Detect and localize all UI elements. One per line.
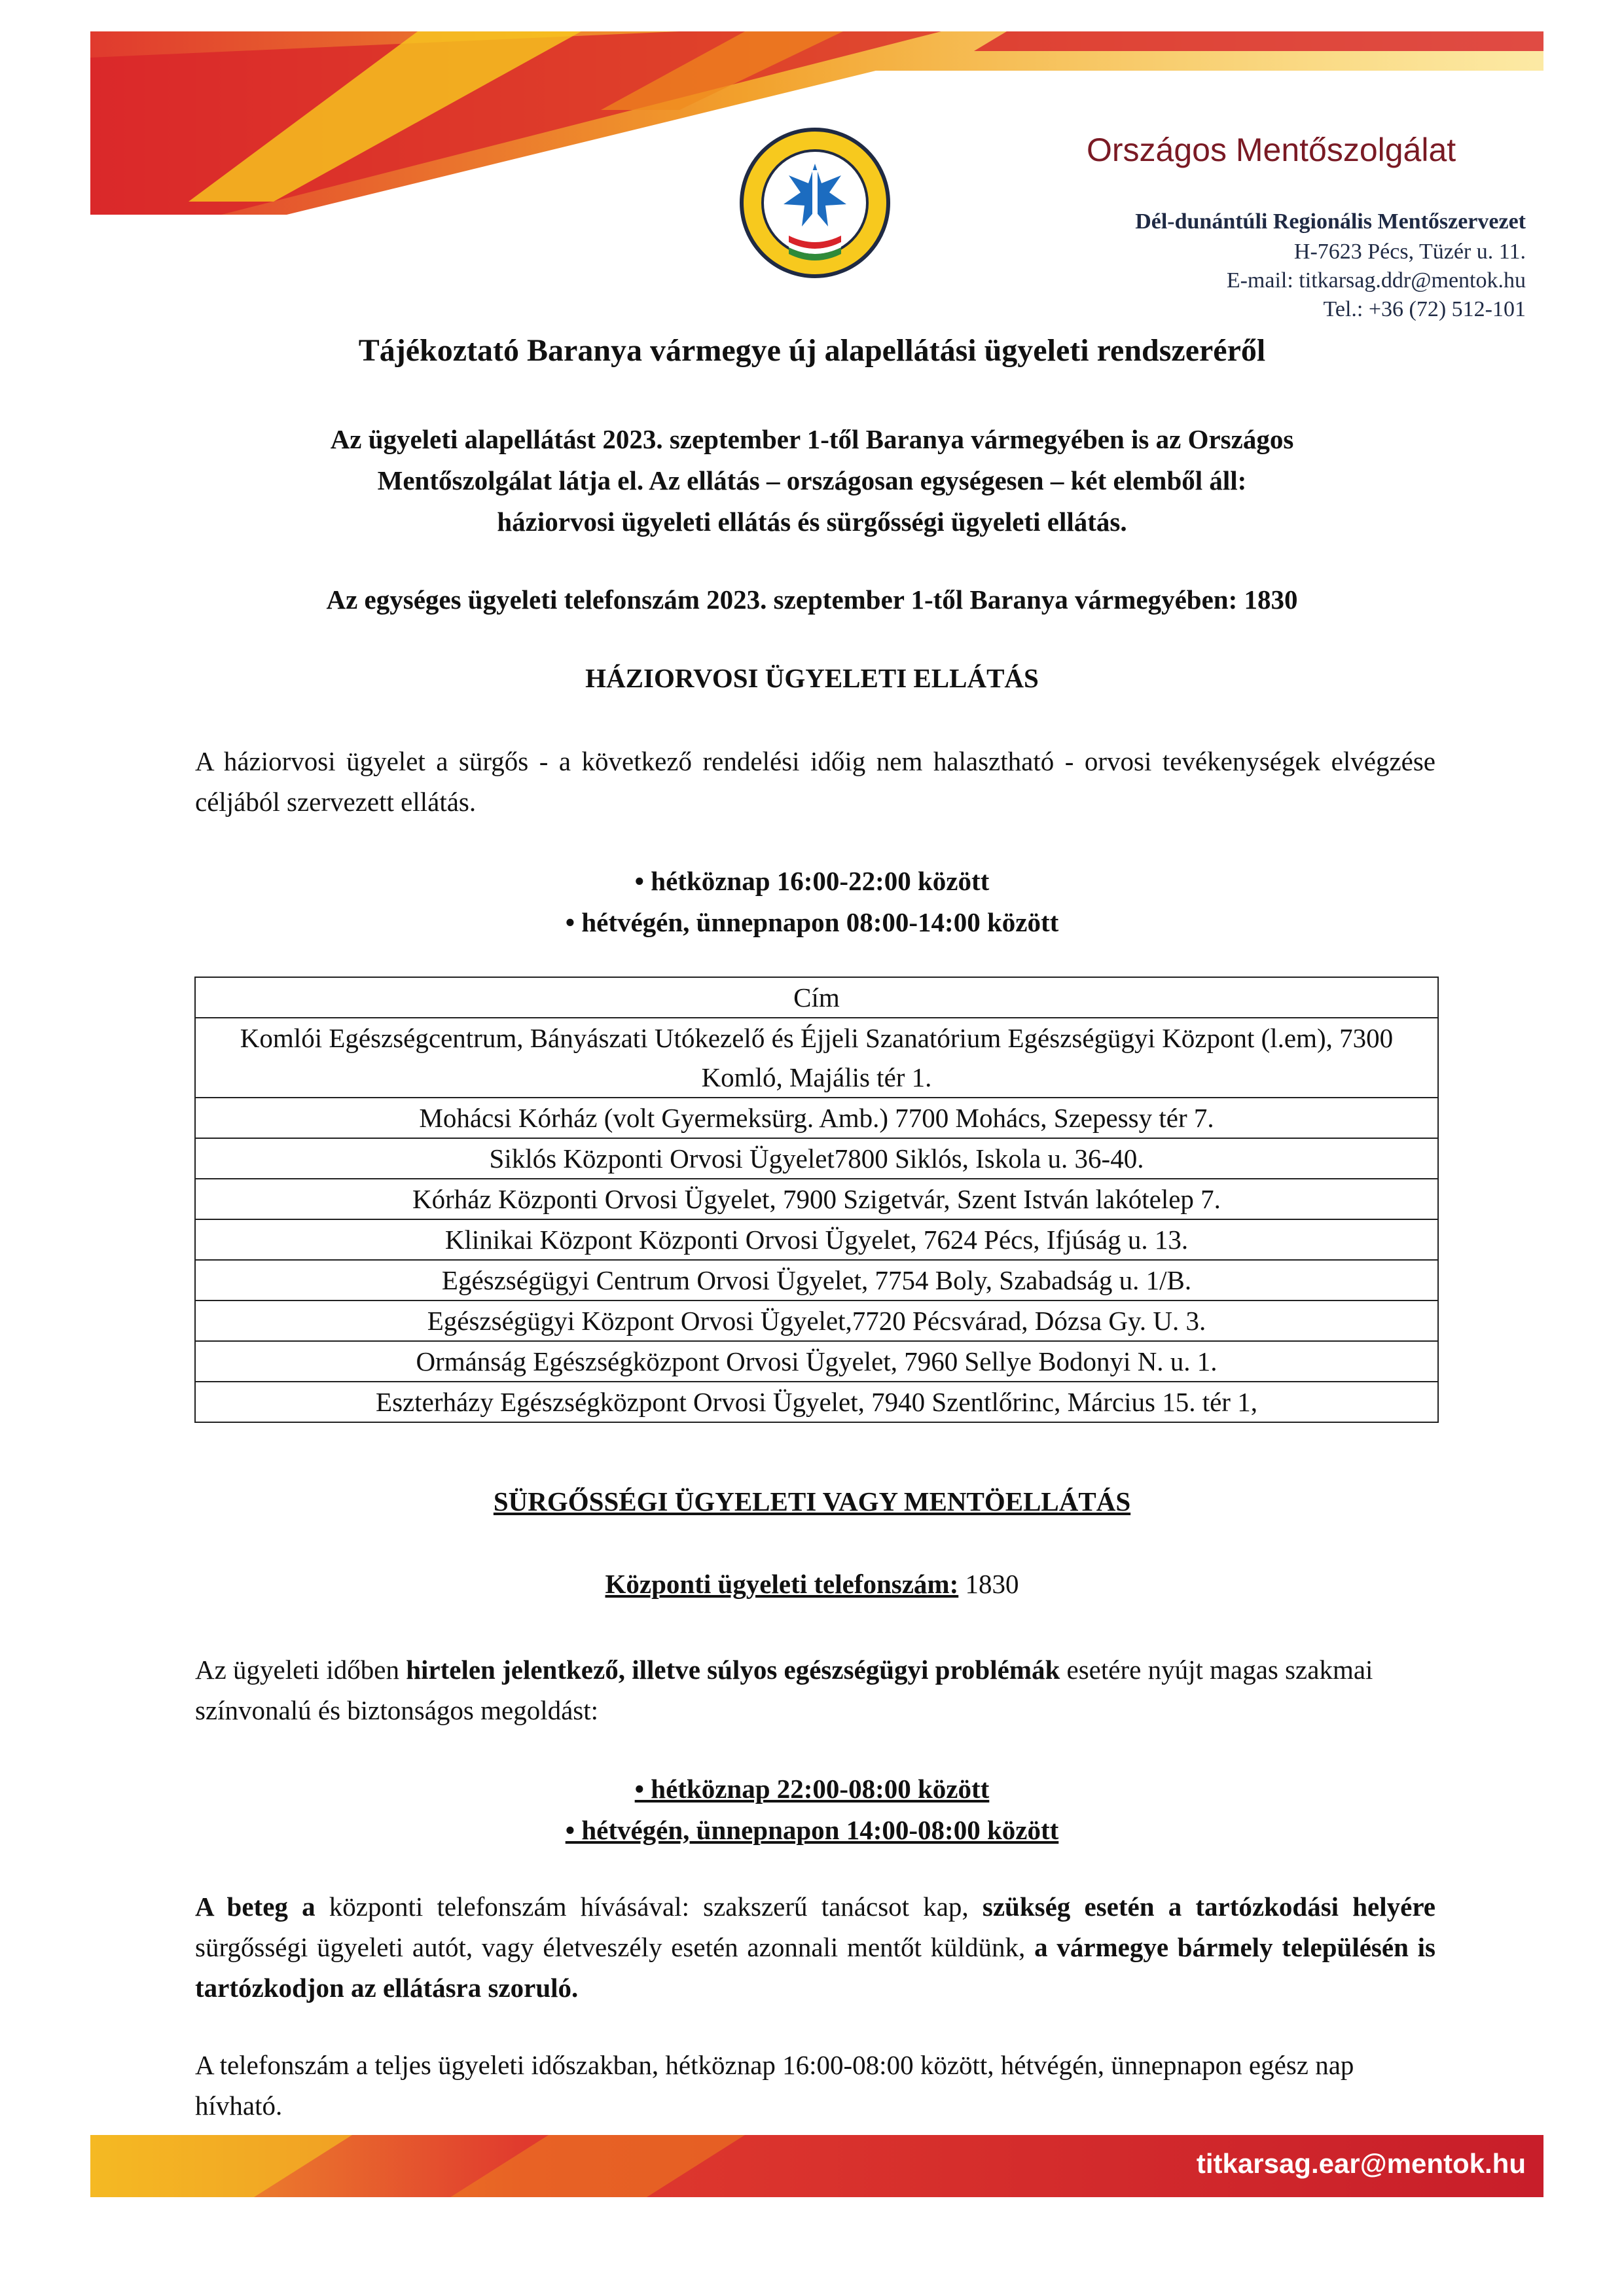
unified-phone-line: Az egységes ügyeleti telefonszám 2023. szeptember 1-től Baranya vármegyében: 1830 [326,584,1298,615]
table-row [195,1260,1438,1300]
desc-text: Az ügyeleti időben [195,1655,406,1685]
action-emphasis: A beteg a [195,1892,316,1922]
regional-unit-name: Dél-dunántúli Regionális Mentőszervezet [1135,209,1526,234]
organization-name: Országos Mentőszolgálat [1087,132,1456,168]
central-phone-number: 1830 [965,1569,1019,1599]
address-cell: Ormánság Egészségközpont Orvosi Ügyelet, 7960 Sellye Bodonyi N. u. 1. [195,1341,1438,1382]
contact-address: H-7623 Pécs, Tüzér u. 11. [1293,240,1526,264]
address-cell: Egészségügyi Centrum Orvosi Ügyelet, 7754 Boly, Szabadság u. 1/B. [195,1260,1438,1300]
address-cell: Eszterházy Egészségközpont Orvosi Ügyelet, 7940 Szentlőrinc, Március 15. tér 1, [195,1382,1438,1422]
action-emphasis: szükség esetén a tartózkodási helyére [982,1892,1435,1922]
table-row [195,1138,1438,1179]
action-text: központi telefonszám hívásával: szakszerű tanácsot kap, [315,1892,983,1922]
table-header-address: Cím [195,977,1438,1018]
action-text: sürgősségi ügyeleti autót, vagy életveszély esetén azonnali mentőt küldünk, [195,1932,1035,1962]
desc-emphasis: hirtelen jelentkező, illetve súlyos egészségügyi problémák [406,1655,1060,1685]
contact-phone: Tel.: +36 (72) 512-101 [1323,297,1526,321]
intro-paragraph [0,419,1624,543]
emergency-duty-description [195,1649,1435,1731]
address-cell: Komlói Egészségcentrum, Bányászati Utókezelő és Éjjeli Szanatórium Egészségügyi Központ (l.em), 7300 Komló, Majális tér 1. [195,1018,1438,1098]
table-row [195,1098,1438,1138]
address-cell: Siklós Központi Orvosi Ügyelet7800 Siklós, Iskola u. 36-40. [195,1138,1438,1179]
gp-duty-hours [0,861,1624,943]
table-row [195,1179,1438,1219]
central-phone-line [0,1568,1624,1600]
address-cell: Klinikai Központ Központi Orvosi Ügyelet, 7624 Pécs, Ifjúság u. 13. [195,1219,1438,1260]
central-phone-label: Központi ügyeleti telefonszám: [605,1569,959,1599]
table-row [195,1341,1438,1382]
emergency-duty-heading: SÜRGŐSSÉGI ÜGYELETI VAGY MENTÖELLÁTÁS [493,1486,1131,1516]
patient-action-paragraph [195,1886,1435,2008]
action-emphasis: a vármegye bármely településén is tartózkodjon az ellátásra szoruló. [195,1932,1435,2003]
hours-weekday: • hétköznap 16:00-22:00 között [634,866,990,896]
address-table [194,977,1439,1423]
table-row [195,1018,1438,1098]
emergency-duty-hours [0,1768,1624,1851]
intro-line: háziorvosi ügyeleti ellátás és sürgősségi ügyeleti ellátás. [497,507,1127,537]
hours-weekday: • hétköznap 22:00-08:00 között [634,1774,990,1804]
intro-line: Mentőszolgálat látja el. Az ellátás – országosan egységesen – két elemből áll: [377,465,1247,495]
intro-line: Az ügyeleti alapellátást 2023. szeptember 1-től Baranya vármegyében is az Országos [330,424,1294,454]
address-cell: Mohácsi Kórház (volt Gyermeksürg. Amb.) 7700 Mohács, Szepessy tér 7. [195,1098,1438,1138]
ambulance-service-logo [736,124,893,281]
table-row [195,1219,1438,1260]
address-cell: Egészségügyi Központ Orvosi Ügyelet,7720 Pécsvárad, Dózsa Gy. U. 3. [195,1300,1438,1341]
hours-weekend: • hétvégén, ünnepnapon 08:00-14:00 között [565,907,1059,937]
footer-email[interactable]: titkarsag.ear@mentok.hu [1196,2148,1526,2179]
gp-duty-heading: HÁZIORVOSI ÜGYELETI ELLÁTÁS [585,663,1039,693]
document-title: Tájékoztató Baranya vármegye új alapellátási ügyeleti rendszeréről [358,333,1266,368]
availability-note: A telefonszám a teljes ügyeleti időszakban, hétköznap 16:00-08:00 között, hétvégén, ünnepnapon egész nap hívható. [195,2050,1354,2121]
address-cell: Kórház Központi Orvosi Ügyelet, 7900 Szigetvár, Szent István lakótelep 7. [195,1179,1438,1219]
desc-text: esetére nyújt magas szakmai színvonalú és biztonságos megoldást: [195,1655,1373,1725]
gp-duty-description: A háziorvosi ügyelet a sürgős - a következő rendelési időig nem halasztható - orvosi tevékenységek elvégzése céljából szervezett ellátás. [195,746,1435,817]
table-row [195,1300,1438,1341]
contact-email[interactable]: E-mail: titkarsag.ddr@mentok.hu [1226,268,1526,293]
table-row [195,1382,1438,1422]
hours-weekend: • hétvégén, ünnepnapon 14:00-08:00 között [565,1815,1059,1845]
